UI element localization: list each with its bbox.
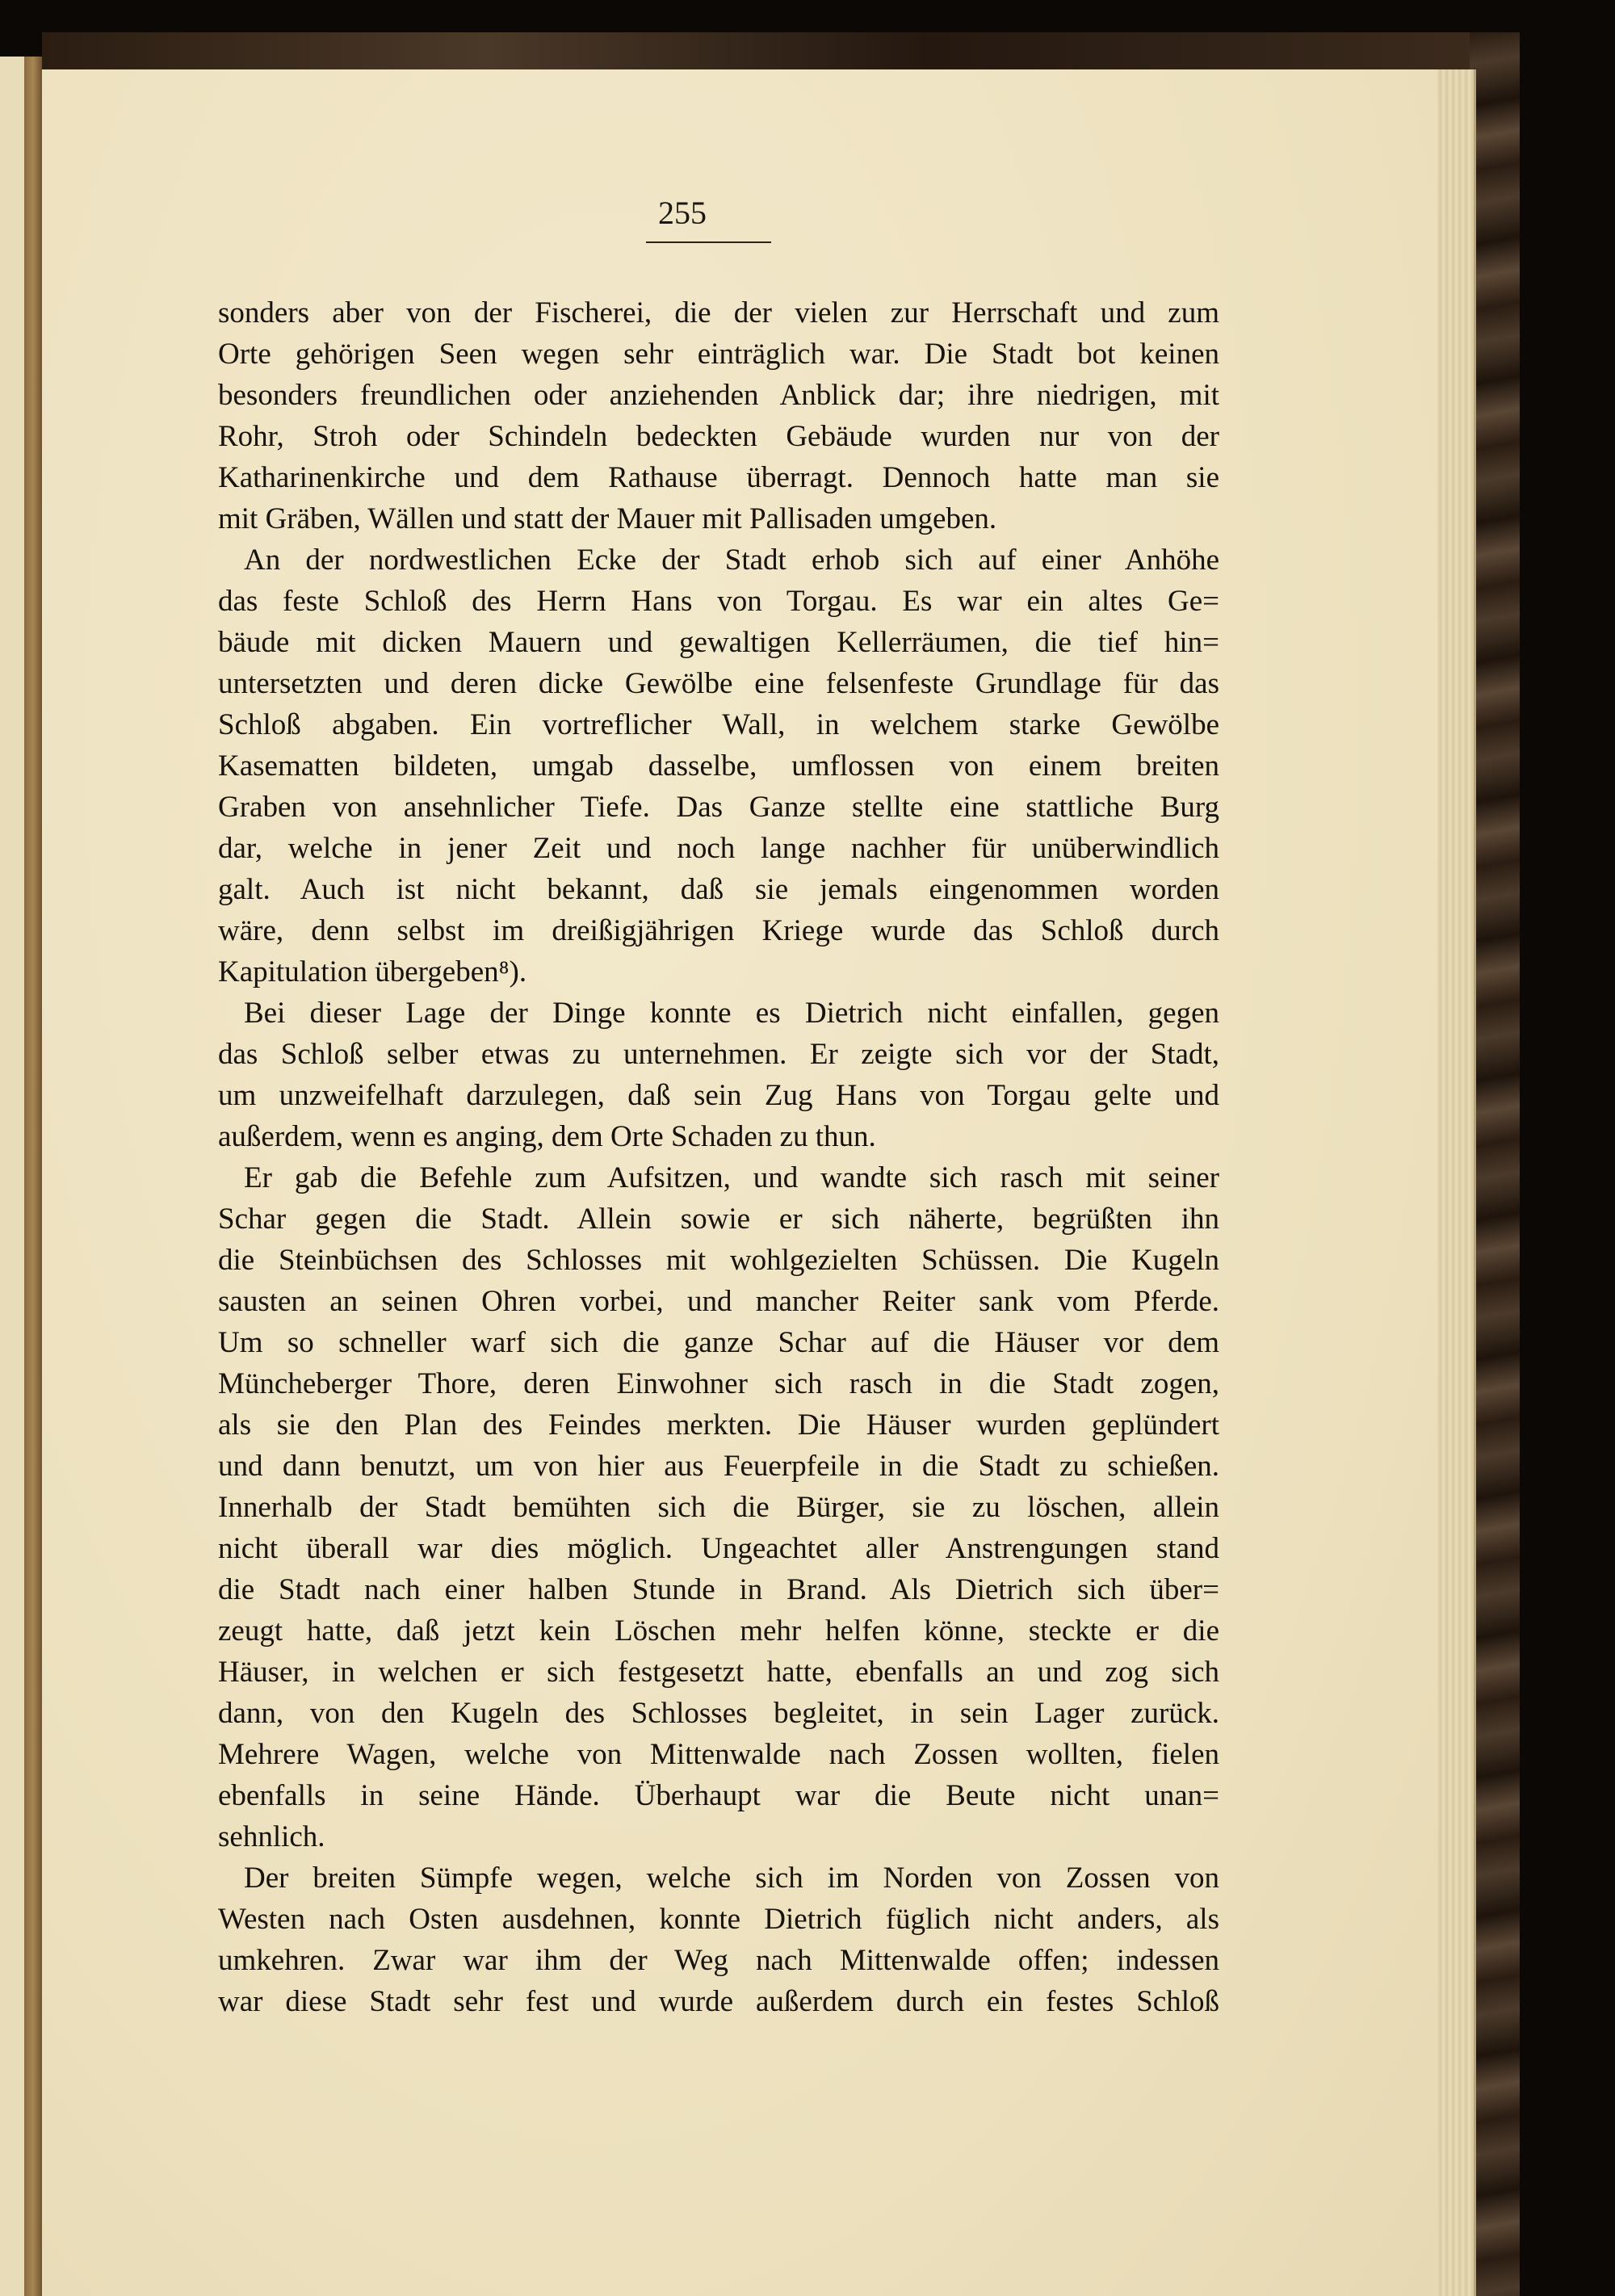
body-text — [218, 292, 1219, 2022]
text-line: dar, welche in jener Zeit und noch lange nachher für unüberwindlich — [218, 832, 1219, 865]
text-line: außerdem, wenn es anging, dem Orte Schaden zu thun. — [218, 1120, 876, 1153]
text-line: Um so schneller warf sich die ganze Schar auf die Häuser vor dem — [218, 1326, 1219, 1359]
facing-page-edge — [0, 57, 24, 2296]
text-line: An der nordwestlichen Ecke der Stadt erhob sich auf einer Anhöhe — [244, 544, 1219, 577]
text-line: umkehren. Zwar war ihm der Weg nach Mittenwalde offen; indessen — [218, 1944, 1219, 1977]
text-line: Müncheberger Thore, deren Einwohner sich rasch in die Stadt zogen, — [218, 1367, 1219, 1400]
text-line: bäude mit dicken Mauern und gewaltigen Kellerräumen, die tief hin= — [218, 626, 1219, 659]
text-line: dann, von den Kugeln des Schlosses begleitet, in sein Lager zurück. — [218, 1697, 1219, 1730]
page-number: 255 — [658, 195, 707, 231]
text-line: sehnlich. — [218, 1820, 325, 1853]
text-line: Innerhalb der Stadt bemühten sich die Bürger, sie zu löschen, allein — [218, 1491, 1219, 1524]
text-line: Kapitulation übergeben⁸). — [218, 955, 527, 988]
text-line: untersetzten und deren dicke Gewölbe eine felsenfeste Grundlage für das — [218, 667, 1219, 700]
text-line: Schar gegen die Stadt. Allein sowie er sich näherte, begrüßten ihn — [218, 1203, 1219, 1236]
paragraph — [218, 292, 1219, 539]
paragraph — [218, 1857, 1219, 2022]
text-line: Orte gehörigen Seen wegen sehr einträglich war. Die Stadt bot keinen — [218, 338, 1219, 371]
page-number-rule — [646, 241, 771, 243]
text-line: Kasematten bildeten, umgab dasselbe, umflossen von einem breiten — [218, 749, 1219, 783]
text-line: zeugt hatte, daß jetzt kein Löschen mehr helfen könne, steckte er die — [218, 1614, 1219, 1647]
text-line: wäre, denn selbst im dreißigjährigen Kriege wurde das Schloß durch — [218, 914, 1219, 947]
paragraph — [218, 1157, 1219, 1857]
text-line: das feste Schloß des Herrn Hans von Torgau. Es war ein altes Ge= — [218, 585, 1219, 618]
text-line: und dann benutzt, um von hier aus Feuerpfeile in die Stadt zu schießen. — [218, 1450, 1219, 1483]
text-line: das Schloß selber etwas zu unternehmen. Er zeigte sich vor der Stadt, — [218, 1038, 1219, 1071]
text-line: besonders freundlichen oder anziehenden Anblick dar; ihre niedrigen, mit — [218, 379, 1219, 412]
text-line: als sie den Plan des Feindes merkten. Die Häuser wurden geplündert — [218, 1408, 1219, 1442]
text-line: war diese Stadt sehr fest und wurde außerdem durch ein festes Schloß — [218, 1985, 1219, 2018]
text-line: Mehrere Wagen, welche von Mittenwalde nach Zossen wollten, fielen — [218, 1738, 1219, 1771]
text-line: mit Gräben, Wällen und statt der Mauer mit Pallisaden umgeben. — [218, 502, 997, 535]
text-line: die Stadt nach einer halben Stunde in Brand. Als Dietrich sich über= — [218, 1573, 1219, 1606]
text-line: Er gab die Befehle zum Aufsitzen, und wandte sich rasch mit seiner — [244, 1161, 1219, 1194]
text-line: Katharinenkirche und dem Rathause überragt. Dennoch hatte man sie — [218, 461, 1219, 494]
text-line: Graben von ansehnlicher Tiefe. Das Ganze stellte eine stattliche Burg — [218, 791, 1219, 824]
text-line: die Steinbüchsen des Schlosses mit wohlgezielten Schüssen. Die Kugeln — [218, 1244, 1219, 1277]
text-line: Häuser, in welchen er sich festgesetzt hatte, ebenfalls an und zog sich — [218, 1656, 1219, 1689]
text-line: galt. Auch ist nicht bekannt, daß sie jemals eingenommen worden — [218, 873, 1219, 906]
text-line: Bei dieser Lage der Dinge konnte es Dietrich nicht einfallen, gegen — [244, 997, 1219, 1030]
paragraph — [218, 539, 1219, 993]
book-cover-top — [42, 32, 1520, 69]
text-line: Westen nach Osten ausdehnen, konnte Dietrich füglich nicht anders, als — [218, 1903, 1219, 1936]
text-line: sonders aber von der Fischerei, die der vielen zur Herrschaft und zum — [218, 296, 1219, 329]
text-line: ebenfalls in seine Hände. Überhaupt war die Beute nicht unan= — [218, 1779, 1219, 1812]
paragraph — [218, 993, 1219, 1157]
text-line: Der breiten Sümpfe wegen, welche sich im Norden von Zossen von — [244, 1862, 1219, 1895]
text-line: Rohr, Stroh oder Schindeln bedeckten Gebäude wurden nur von der — [218, 420, 1219, 453]
text-line: um unzweifelhaft darzulegen, daß sein Zug Hans von Torgau gelte und — [218, 1079, 1219, 1112]
book-gutter — [24, 57, 42, 2296]
text-line: sausten an seinen Ohren vorbei, und mancher Reiter sank vom Pferde. — [218, 1285, 1219, 1318]
book-cover-right — [1470, 32, 1520, 2296]
text-line: Schloß abgaben. Ein vortreflicher Wall, in welchem starke Gewölbe — [218, 708, 1219, 741]
page-edges — [1437, 69, 1476, 2296]
text-line: nicht überall war dies möglich. Ungeachtet aller Anstrengungen stand — [218, 1532, 1219, 1565]
